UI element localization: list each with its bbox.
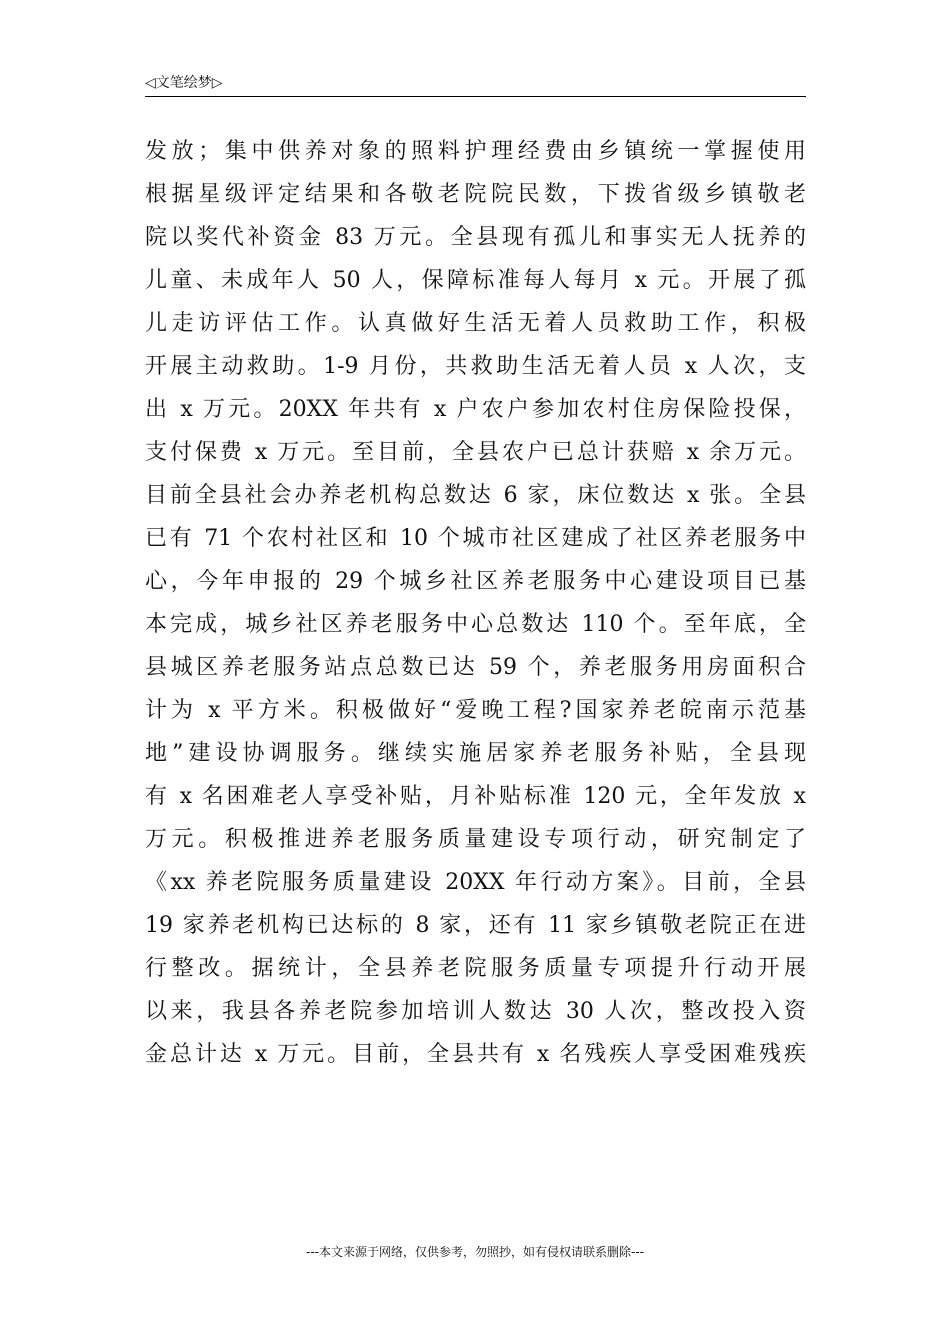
body-line: 儿童、未成年人 50 人，保障标准每人每月 x 元。开展了孤 (145, 268, 806, 293)
body-line: 支付保费 x 万元。至目前，全县农户已总计获赔 x 余万元。 (145, 440, 806, 465)
body-line: 目前全县社会办养老机构总数达 6 家，床位数达 x 张。全县 (145, 483, 806, 508)
document-body (145, 130, 806, 1076)
body-line: 县城区养老服务站点总数已达 59 个，养老服务用房面积合 (145, 655, 806, 680)
body-line: 心，今年申报的 29 个城乡社区养老服务中心建设项目已基 (145, 569, 806, 594)
body-line: 开展主动救助。1-9 月份，共救助生活无着人员 x 人次，支 (145, 354, 806, 379)
body-line: 《xx 养老院服务质量建设 20XX 年行动方案》。目前，全县 (145, 870, 806, 895)
body-line: 儿走访评估工作。认真做好生活无着人员救助工作，积极 (145, 311, 806, 336)
body-line: 行整改。据统计，全县养老院服务质量专项提升行动开展 (145, 956, 806, 981)
body-line: 根据星级评定结果和各敬老院院民数，下拨省级乡镇敬老 (145, 182, 806, 207)
header-divider (145, 96, 806, 97)
body-line: 本完成，城乡社区养老服务中心总数达 110 个。至年底，全 (145, 612, 806, 637)
body-line: 金总计达 x 万元。目前，全县共有 x 名残疾人享受困难残疾 (145, 1042, 806, 1067)
body-line: 19 家养老机构已达标的 8 家，还有 11 家乡镇敬老院正在进 (145, 913, 806, 938)
body-line: 地”建设协调服务。继续实施居家养老服务补贴，全县现 (145, 741, 806, 766)
body-line: 发放；集中供养对象的照料护理经费由乡镇统一掌握使用 (145, 139, 806, 164)
document-header-title: ◁文笔绘梦▷ (145, 75, 223, 91)
body-line: 有 x 名困难老人享受补贴，月补贴标准 120 元，全年发放 x (145, 784, 806, 809)
body-line: 院以奖代补资金 83 万元。全县现有孤儿和事实无人抚养的 (145, 225, 806, 250)
body-line: 出 x 万元。20XX 年共有 x 户农户参加农村住房保险投保， (145, 397, 806, 422)
footer-disclaimer: ---本文来源于网络，仅供参考，勿照抄，如有侵权请联系删除--- (306, 1245, 644, 1259)
body-line: 以来，我县各养老院参加培训人数达 30 人次，整改投入资 (145, 999, 806, 1024)
body-line: 万元。积极推进养老服务质量建设专项行动，研究制定了 (145, 827, 806, 852)
body-line: 已有 71 个农村社区和 10 个城市社区建成了社区养老服务中 (145, 526, 806, 551)
body-line: 计为 x 平方米。积极做好“爱晚工程?国家养老皖南示范基 (145, 698, 806, 723)
